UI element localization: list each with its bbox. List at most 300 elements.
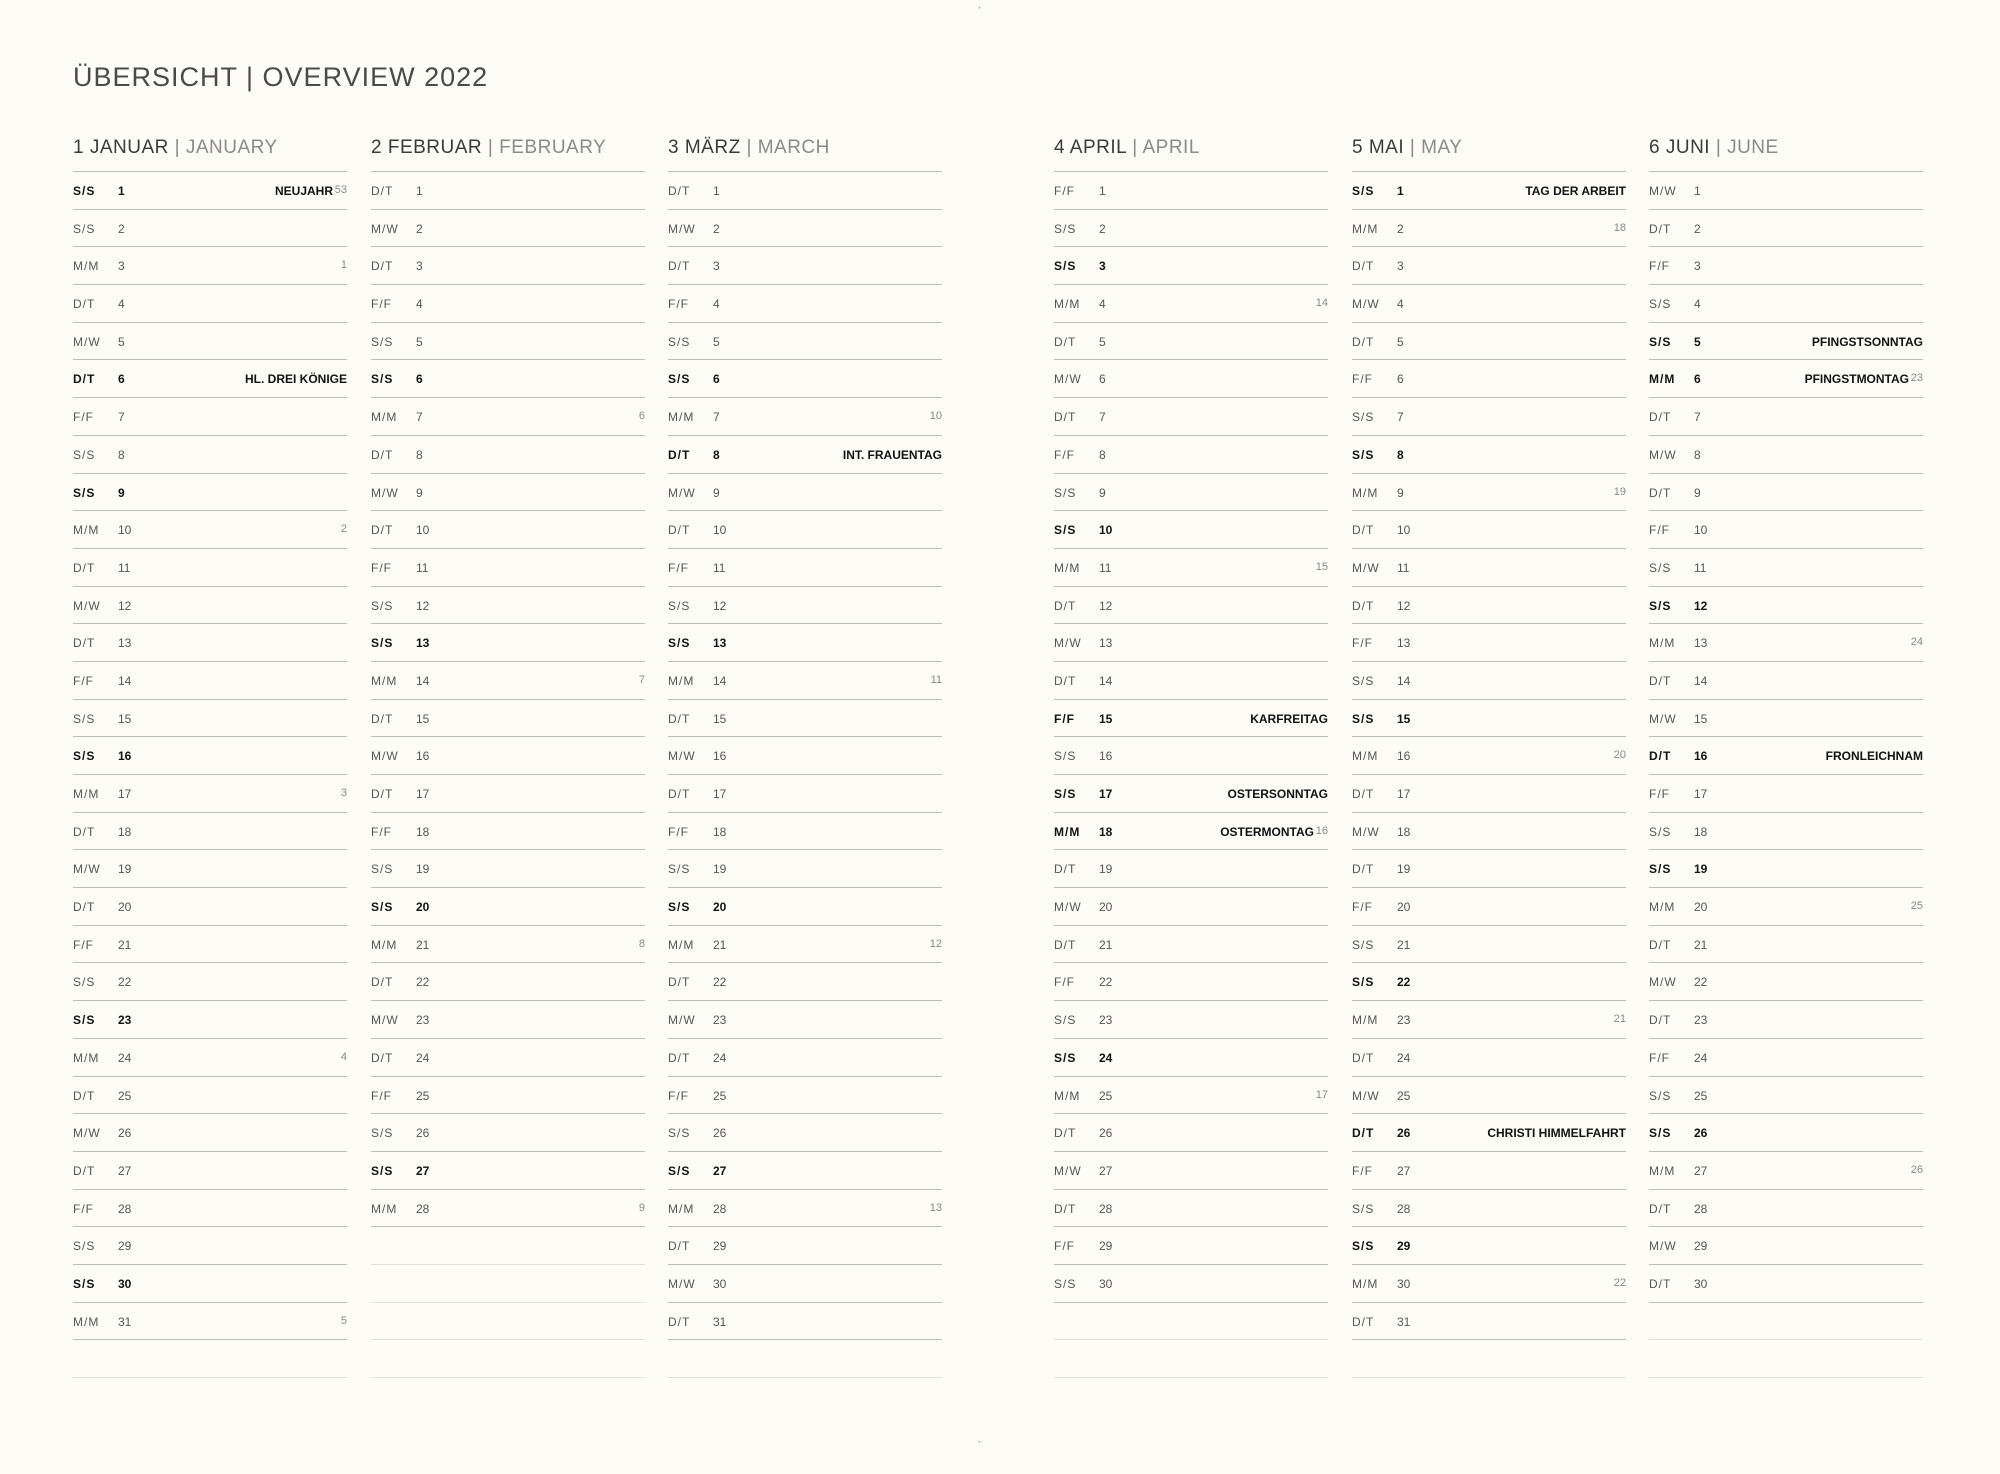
day-row bbox=[1054, 1077, 1328, 1115]
weekday-label: S/S bbox=[73, 711, 96, 726]
week-number: 3 bbox=[340, 787, 347, 799]
weekday-label: D/T bbox=[1352, 862, 1375, 877]
day-row bbox=[668, 662, 942, 700]
day-number: 16 bbox=[1397, 749, 1411, 764]
day-number: 24 bbox=[1694, 1050, 1708, 1065]
month-name-de: 3 MÄRZ bbox=[668, 137, 741, 158]
day-row bbox=[1649, 850, 1923, 888]
weekday-label: S/S bbox=[371, 598, 394, 613]
week-number: 15 bbox=[1315, 560, 1328, 573]
day-row bbox=[1054, 1152, 1328, 1190]
week-number: 12 bbox=[929, 937, 942, 950]
weekday-label: D/T bbox=[73, 297, 96, 312]
weekday-label: M/W bbox=[668, 1013, 696, 1028]
day-number: 20 bbox=[1694, 900, 1708, 915]
day-number: 4 bbox=[416, 297, 423, 312]
day-row bbox=[73, 963, 347, 1001]
weekday-label: F/F bbox=[371, 1088, 392, 1103]
weekday-label: M/M bbox=[1352, 749, 1379, 764]
day-row bbox=[73, 888, 347, 926]
day-row bbox=[1649, 587, 1923, 625]
day-row bbox=[73, 474, 347, 512]
weekday-label: M/M bbox=[1054, 1088, 1081, 1103]
day-row bbox=[1054, 549, 1328, 587]
weekday-label: D/T bbox=[1649, 937, 1672, 952]
weekday-label: D/T bbox=[73, 560, 96, 575]
weekday-label: D/T bbox=[1352, 787, 1375, 801]
month-column bbox=[668, 134, 942, 1378]
day-row bbox=[1649, 1001, 1923, 1039]
day-number: 6 bbox=[1397, 372, 1404, 387]
empty-row bbox=[371, 1227, 645, 1265]
day-row bbox=[1649, 549, 1923, 587]
weekday-label: S/S bbox=[73, 447, 96, 462]
day-number: 10 bbox=[118, 523, 132, 538]
day-number: 14 bbox=[118, 673, 132, 688]
day-row bbox=[668, 1039, 942, 1077]
day-row bbox=[371, 247, 645, 285]
weekday-label: M/W bbox=[73, 598, 101, 613]
weekday-label: S/S bbox=[1649, 862, 1672, 877]
day-number: 4 bbox=[713, 297, 720, 312]
day-row bbox=[1352, 587, 1626, 625]
day-row bbox=[73, 1077, 347, 1115]
day-number: 19 bbox=[713, 862, 727, 877]
month-separator: | bbox=[1710, 137, 1728, 158]
weekday-label: M/M bbox=[668, 1201, 695, 1216]
weekday-label: D/T bbox=[1649, 485, 1672, 500]
day-row bbox=[371, 323, 645, 361]
day-number: 2 bbox=[1397, 221, 1404, 236]
day-number: 10 bbox=[713, 523, 727, 538]
day-row bbox=[1054, 511, 1328, 549]
week-number: 7 bbox=[638, 673, 645, 686]
day-number: 29 bbox=[713, 1239, 727, 1254]
day-row bbox=[1352, 1152, 1626, 1190]
week-number: 6 bbox=[638, 410, 645, 423]
day-row bbox=[668, 926, 942, 964]
day-row bbox=[73, 1114, 347, 1152]
day-number: 14 bbox=[416, 673, 430, 688]
day-row bbox=[371, 474, 645, 512]
weekday-label: F/F bbox=[73, 1201, 94, 1216]
day-number: 2 bbox=[118, 221, 125, 236]
weekday-label: F/F bbox=[73, 410, 94, 425]
holiday-name bbox=[1812, 335, 1923, 349]
crop-mark: ´ bbox=[978, 6, 981, 16]
day-row bbox=[1054, 1114, 1328, 1152]
day-row bbox=[73, 587, 347, 625]
day-number: 15 bbox=[1397, 711, 1411, 726]
week-number: 13 bbox=[929, 1201, 942, 1214]
day-number: 8 bbox=[1397, 447, 1404, 462]
day-number: 28 bbox=[416, 1201, 430, 1216]
day-row bbox=[371, 587, 645, 625]
day-row bbox=[1649, 285, 1923, 323]
day-row bbox=[668, 624, 942, 662]
day-row bbox=[1054, 662, 1328, 700]
weekday-label: M/M bbox=[1649, 636, 1676, 651]
day-row bbox=[1054, 587, 1328, 625]
weekday-label: F/F bbox=[668, 297, 689, 312]
weekday-label: S/S bbox=[1352, 937, 1375, 952]
weekday-label: M/W bbox=[371, 485, 399, 500]
month-separator: | bbox=[740, 137, 758, 158]
day-number: 25 bbox=[713, 1088, 727, 1103]
weekday-label: D/T bbox=[668, 1239, 691, 1254]
weekday-label: S/S bbox=[668, 862, 691, 877]
weekday-label: F/F bbox=[1649, 523, 1670, 538]
day-number: 11 bbox=[1099, 560, 1112, 575]
day-number: 6 bbox=[416, 372, 423, 387]
day-number: 25 bbox=[1694, 1088, 1708, 1103]
day-number: 17 bbox=[1694, 787, 1708, 801]
weekday-label: M/W bbox=[1649, 1239, 1677, 1254]
day-number: 2 bbox=[713, 221, 720, 236]
weekday-label: M/W bbox=[668, 485, 696, 500]
week-number: 5 bbox=[340, 1314, 347, 1327]
day-row bbox=[1649, 323, 1923, 361]
weekday-label: F/F bbox=[1649, 787, 1670, 801]
weekday-label: S/S bbox=[1054, 787, 1077, 801]
weekday-label: S/S bbox=[1352, 673, 1375, 688]
day-number: 31 bbox=[1397, 1314, 1411, 1329]
empty-row bbox=[1352, 1340, 1626, 1378]
day-number: 27 bbox=[713, 1163, 727, 1178]
day-number: 9 bbox=[416, 485, 423, 500]
day-row bbox=[668, 1227, 942, 1265]
day-row bbox=[1054, 926, 1328, 964]
day-row bbox=[1352, 1001, 1626, 1039]
day-row bbox=[371, 398, 645, 436]
month-column bbox=[1352, 134, 1626, 1378]
weekday-label: D/T bbox=[1649, 221, 1672, 236]
day-number: 28 bbox=[1694, 1201, 1708, 1216]
weekday-label: D/T bbox=[1352, 334, 1375, 349]
weekday-label: M/M bbox=[668, 937, 695, 952]
weekday-label: S/S bbox=[1054, 523, 1077, 538]
weekday-label: M/M bbox=[1352, 1276, 1379, 1291]
weekday-label: F/F bbox=[1352, 372, 1373, 387]
weekday-label: F/F bbox=[1649, 259, 1670, 274]
weekday-label: M/W bbox=[668, 749, 696, 764]
month-name-en: JANUARY bbox=[185, 137, 278, 158]
day-row bbox=[371, 888, 645, 926]
day-row bbox=[73, 549, 347, 587]
week-number: 11 bbox=[930, 673, 942, 686]
weekday-label: S/S bbox=[73, 1276, 96, 1291]
weekday-label: F/F bbox=[1352, 636, 1373, 651]
weekday-label: D/T bbox=[1352, 598, 1375, 613]
day-number: 20 bbox=[1099, 900, 1113, 915]
day-row bbox=[1054, 323, 1328, 361]
week-number: 25 bbox=[1910, 900, 1923, 913]
weekday-label: S/S bbox=[1352, 410, 1375, 425]
weekday-label: D/T bbox=[668, 1314, 691, 1329]
day-row bbox=[1352, 172, 1626, 210]
day-row bbox=[668, 360, 942, 398]
holiday-name bbox=[1805, 372, 1923, 386]
month-name-de: 2 FEBRUAR bbox=[371, 137, 483, 158]
day-row bbox=[1054, 247, 1328, 285]
day-number: 17 bbox=[118, 787, 132, 801]
weekday-label: F/F bbox=[371, 560, 392, 575]
weekday-label: M/M bbox=[668, 410, 695, 425]
empty-row bbox=[1649, 1340, 1923, 1378]
holiday-name bbox=[843, 448, 942, 462]
day-number: 25 bbox=[118, 1088, 132, 1103]
day-row bbox=[1352, 926, 1626, 964]
day-number: 6 bbox=[1694, 372, 1701, 387]
weekday-label: D/T bbox=[1352, 1126, 1375, 1141]
month-name-en: MAY bbox=[1421, 137, 1463, 158]
holiday-label: FRONLEICHNAM bbox=[1825, 749, 1923, 764]
weekday-label: D/T bbox=[1054, 1126, 1077, 1141]
weekday-label: M/M bbox=[371, 410, 398, 425]
day-number: 8 bbox=[416, 447, 423, 462]
weekday-label: D/T bbox=[371, 523, 394, 538]
weekday-label: S/S bbox=[1054, 259, 1077, 274]
day-number: 25 bbox=[1397, 1088, 1411, 1103]
day-number: 30 bbox=[1694, 1276, 1708, 1291]
weekday-label: D/T bbox=[73, 1163, 96, 1178]
day-number: 11 bbox=[416, 560, 429, 575]
weekday-label: M/W bbox=[1054, 372, 1082, 387]
weekday-label: D/T bbox=[1054, 598, 1077, 613]
day-row bbox=[1649, 624, 1923, 662]
day-row bbox=[371, 775, 645, 813]
day-number: 11 bbox=[1397, 560, 1410, 575]
day-row bbox=[1649, 1039, 1923, 1077]
day-number: 28 bbox=[1099, 1201, 1113, 1216]
day-number: 23 bbox=[1397, 1013, 1411, 1028]
weekday-label: S/S bbox=[668, 334, 691, 349]
weekday-label: S/S bbox=[73, 1013, 96, 1028]
day-row bbox=[371, 963, 645, 1001]
weekday-label: S/S bbox=[1649, 598, 1672, 613]
day-row bbox=[1352, 850, 1626, 888]
day-row bbox=[1352, 323, 1626, 361]
day-number: 3 bbox=[416, 259, 423, 274]
day-row bbox=[371, 624, 645, 662]
empty-row bbox=[371, 1340, 645, 1378]
day-number: 5 bbox=[713, 334, 720, 349]
day-number: 21 bbox=[118, 937, 132, 952]
day-row bbox=[1054, 700, 1328, 738]
weekday-label: M/W bbox=[668, 221, 696, 236]
day-row bbox=[73, 1265, 347, 1303]
weekday-label: S/S bbox=[73, 221, 96, 236]
weekday-label: S/S bbox=[1352, 447, 1375, 462]
day-row bbox=[1054, 1190, 1328, 1228]
weekday-label: D/T bbox=[73, 636, 96, 651]
day-number: 1 bbox=[118, 184, 125, 198]
weekday-label: M/M bbox=[1352, 1013, 1379, 1028]
day-number: 24 bbox=[713, 1050, 727, 1065]
weekday-label: S/S bbox=[371, 1163, 394, 1178]
weekday-label: S/S bbox=[1054, 485, 1077, 500]
day-number: 15 bbox=[1099, 711, 1113, 726]
day-row bbox=[371, 1190, 645, 1228]
weekday-label: F/F bbox=[668, 560, 689, 575]
day-number: 18 bbox=[416, 824, 430, 839]
day-row bbox=[371, 700, 645, 738]
day-row bbox=[1352, 285, 1626, 323]
day-row bbox=[73, 436, 347, 474]
weekday-label: S/S bbox=[1352, 184, 1375, 198]
weekday-label: D/T bbox=[371, 787, 394, 801]
weekday-label: D/T bbox=[1352, 1050, 1375, 1065]
weekday-label: S/S bbox=[371, 334, 394, 349]
day-row bbox=[668, 398, 942, 436]
weekday-label: M/M bbox=[73, 1050, 100, 1065]
day-number: 23 bbox=[416, 1013, 430, 1028]
weekday-label: S/S bbox=[1054, 1013, 1077, 1028]
weekday-label: M/W bbox=[1649, 711, 1677, 726]
day-row bbox=[668, 1303, 942, 1341]
weekday-label: M/W bbox=[1352, 297, 1380, 312]
day-number: 14 bbox=[713, 673, 727, 688]
day-number: 27 bbox=[1694, 1163, 1708, 1178]
day-number: 9 bbox=[1694, 485, 1701, 500]
day-number: 20 bbox=[1397, 900, 1411, 915]
week-number: 17 bbox=[1315, 1088, 1328, 1101]
day-row bbox=[371, 1114, 645, 1152]
day-row bbox=[668, 549, 942, 587]
weekday-label: S/S bbox=[73, 749, 96, 764]
weekday-label: F/F bbox=[1352, 1163, 1373, 1178]
day-row bbox=[73, 813, 347, 851]
day-number: 3 bbox=[1694, 259, 1701, 274]
month-name-en: MARCH bbox=[757, 137, 830, 158]
day-number: 14 bbox=[1099, 673, 1113, 688]
holiday-name bbox=[1487, 1126, 1626, 1140]
day-row bbox=[371, 926, 645, 964]
day-number: 22 bbox=[1099, 975, 1113, 990]
day-number: 10 bbox=[416, 523, 430, 538]
day-row bbox=[73, 1001, 347, 1039]
day-number: 31 bbox=[713, 1314, 727, 1329]
weekday-label: M/W bbox=[73, 334, 101, 349]
week-number: 16 bbox=[1315, 824, 1328, 837]
week-number: 14 bbox=[1315, 297, 1328, 310]
weekday-label: S/S bbox=[1054, 1050, 1077, 1065]
week-number: 22 bbox=[1613, 1276, 1626, 1289]
day-row bbox=[1649, 360, 1923, 398]
day-number: 1 bbox=[1397, 184, 1404, 198]
day-row bbox=[73, 285, 347, 323]
day-number: 26 bbox=[118, 1126, 132, 1141]
weekday-label: M/W bbox=[371, 1013, 399, 1028]
day-row bbox=[1352, 474, 1626, 512]
weekday-label: F/F bbox=[1054, 447, 1075, 462]
day-number: 3 bbox=[118, 259, 125, 274]
day-number: 4 bbox=[118, 297, 125, 312]
day-row bbox=[668, 285, 942, 323]
day-row bbox=[668, 436, 942, 474]
day-number: 26 bbox=[1099, 1126, 1113, 1141]
day-row bbox=[73, 360, 347, 398]
month-column bbox=[371, 134, 645, 1378]
day-number: 11 bbox=[1694, 560, 1707, 575]
week-number: 19 bbox=[1613, 485, 1626, 498]
day-number: 21 bbox=[416, 937, 430, 952]
week-number: 1 bbox=[340, 259, 347, 272]
day-number: 27 bbox=[416, 1163, 430, 1178]
day-row bbox=[1649, 474, 1923, 512]
day-number: 9 bbox=[1397, 485, 1404, 500]
day-number: 12 bbox=[118, 598, 132, 613]
day-number: 23 bbox=[118, 1013, 132, 1028]
weekday-label: D/T bbox=[1649, 1201, 1672, 1216]
day-number: 24 bbox=[118, 1050, 132, 1065]
day-number: 1 bbox=[1694, 184, 1701, 198]
crop-mark: ´ bbox=[978, 1440, 981, 1450]
page-title: ÜBERSICHT | OVERVIEW 2022 bbox=[73, 62, 489, 92]
day-number: 13 bbox=[1099, 636, 1113, 651]
day-number: 25 bbox=[416, 1088, 430, 1103]
day-row bbox=[1352, 1114, 1626, 1152]
weekday-label: D/T bbox=[371, 711, 394, 726]
weekday-label: S/S bbox=[1352, 1201, 1375, 1216]
day-number: 15 bbox=[713, 711, 727, 726]
day-row bbox=[668, 1114, 942, 1152]
day-row bbox=[668, 511, 942, 549]
weekday-label: M/M bbox=[1649, 1163, 1676, 1178]
day-row bbox=[371, 549, 645, 587]
day-row bbox=[668, 737, 942, 775]
holiday-label: NEUJAHR bbox=[274, 184, 333, 198]
weekday-label: D/T bbox=[668, 711, 691, 726]
day-row bbox=[1352, 963, 1626, 1001]
week-number: 10 bbox=[929, 410, 942, 423]
day-row bbox=[668, 1001, 942, 1039]
day-number: 11 bbox=[713, 560, 726, 575]
day-row bbox=[1352, 813, 1626, 851]
month-heading bbox=[1054, 134, 1328, 172]
weekday-label: F/F bbox=[1054, 711, 1075, 726]
month-name-en: JUNE bbox=[1727, 137, 1779, 158]
month-heading bbox=[371, 134, 645, 172]
day-number: 20 bbox=[713, 900, 727, 915]
weekday-label: M/W bbox=[1054, 900, 1082, 915]
day-number: 28 bbox=[713, 1201, 727, 1216]
day-number: 3 bbox=[1397, 259, 1404, 274]
weekday-label: M/M bbox=[371, 937, 398, 952]
day-number: 5 bbox=[118, 334, 125, 349]
day-number: 7 bbox=[1397, 410, 1404, 425]
weekday-label: S/S bbox=[1649, 824, 1672, 839]
holiday-label: PFINGSTSONNTAG bbox=[1811, 334, 1923, 349]
day-number: 22 bbox=[1694, 975, 1708, 990]
day-row bbox=[371, 511, 645, 549]
day-row bbox=[1054, 963, 1328, 1001]
day-number: 9 bbox=[118, 485, 125, 500]
holiday-name bbox=[1525, 184, 1626, 198]
day-number: 5 bbox=[1099, 334, 1106, 349]
weekday-label: D/T bbox=[668, 259, 691, 274]
day-row bbox=[371, 1039, 645, 1077]
month-name-de: 1 JANUAR bbox=[73, 137, 169, 158]
weekday-label: F/F bbox=[371, 297, 392, 312]
day-number: 21 bbox=[1694, 937, 1708, 952]
day-number: 12 bbox=[1694, 598, 1708, 613]
day-number: 16 bbox=[713, 749, 727, 764]
day-number: 6 bbox=[118, 372, 125, 387]
day-row bbox=[73, 850, 347, 888]
week-number: 2 bbox=[340, 523, 347, 536]
weekday-label: S/S bbox=[1649, 560, 1672, 575]
